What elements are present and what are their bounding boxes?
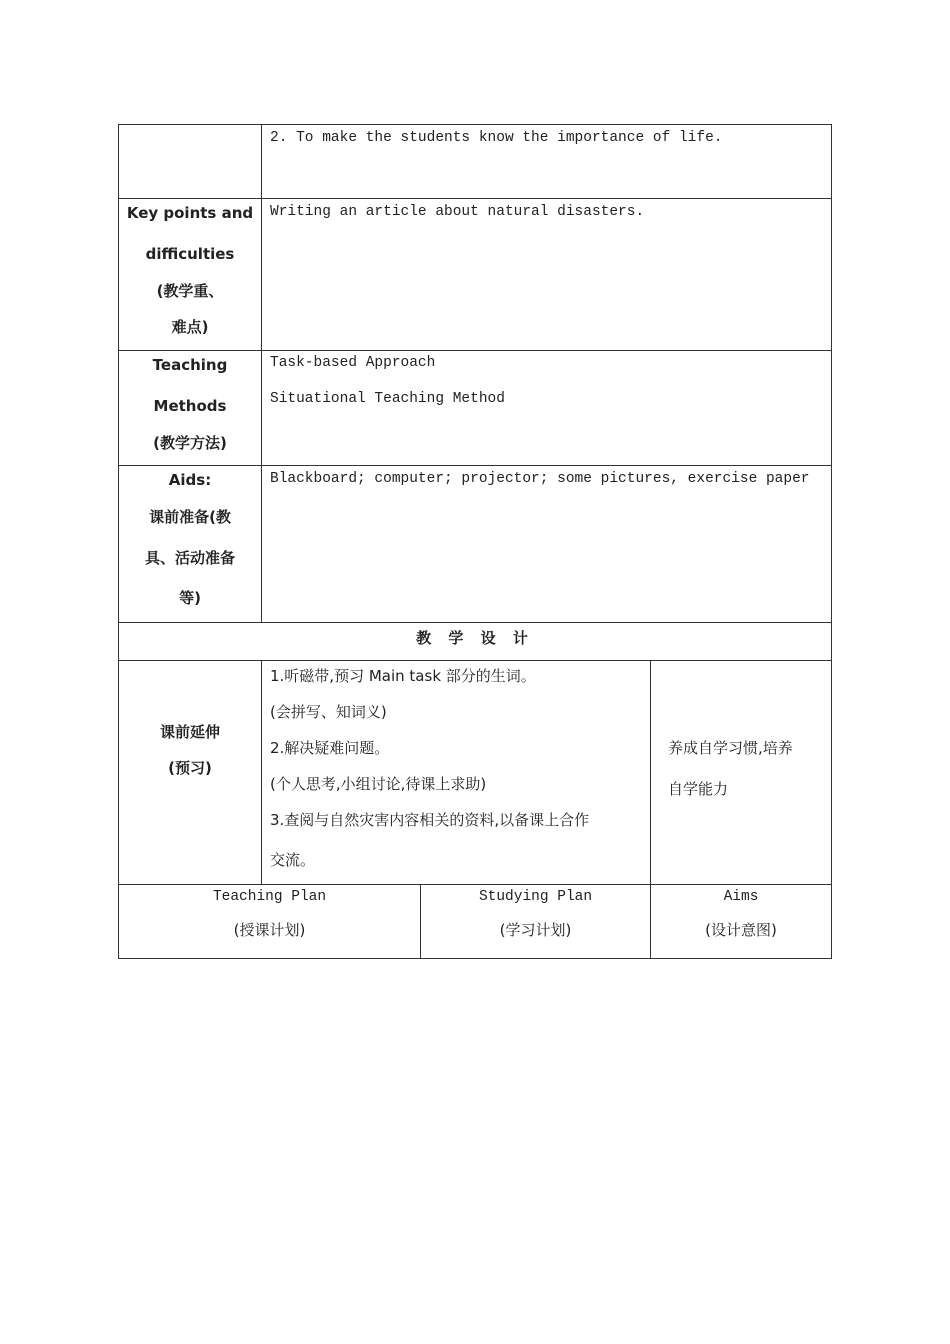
aids-content: Blackboard; computer; projector; some pictures, exercise paper [270, 471, 810, 487]
preview-content-line: 2.解决疑难问题。 [270, 739, 390, 757]
preview-label-line: (预习) [168, 759, 212, 777]
studying-plan-header [421, 889, 650, 940]
key-points-content: Writing an article about natural disasters. [270, 204, 645, 220]
preview-content-line: (会拼写、知词义) [270, 703, 387, 721]
aims-zh: (设计意图) [705, 921, 777, 939]
preview-content-line: (个人思考,小组讨论,待课上求助) [270, 775, 487, 793]
methods-label-line: (教学方法) [153, 434, 227, 452]
key-points-label-line: Key points and [126, 204, 254, 222]
key-points-label-line: difficulties [145, 245, 235, 263]
methods-label-line: Teaching [152, 356, 228, 374]
preview-content-line: 1.听磁带,预习 Main task 部分的生词。 [270, 667, 536, 685]
teaching-plan-zh: (授课计划) [233, 921, 306, 939]
preview-content-line: 交流。 [270, 851, 316, 869]
studying-plan-en: Studying Plan [478, 889, 593, 905]
preview-aim-line: 自学能力 [668, 780, 729, 798]
teaching-plan-header [119, 889, 420, 940]
preview-label-line: 课前延伸 [159, 723, 220, 741]
methods-content-line: Situational Teaching Method [270, 391, 505, 407]
aids-label-line: 等) [179, 589, 201, 607]
methods-label-line: Methods [153, 397, 227, 415]
design-header: 教 学 设 计 [416, 629, 534, 647]
key-points-label-line: (教学重、 [156, 282, 224, 300]
teaching-plan-en: Teaching Plan [212, 889, 327, 905]
studying-plan-zh: (学习计划) [499, 921, 572, 939]
key-points-label-line: 难点) [171, 318, 209, 336]
preview-aim-line: 养成自学习惯,培养 [668, 739, 793, 757]
methods-content-line: Task-based Approach [270, 355, 436, 371]
aids-label-line: Aids: [168, 471, 212, 489]
preview-content-line: 3.查阅与自然灾害内容相关的资料,以备课上合作 [270, 811, 590, 829]
objective-text: 2. To make the students know the importance of life. [270, 130, 723, 146]
aims-header [651, 889, 831, 940]
aids-label-line: 课前准备(教 [149, 508, 231, 526]
aims-en: Aims [723, 889, 759, 905]
aids-label-line: 具、活动准备 [144, 549, 235, 567]
